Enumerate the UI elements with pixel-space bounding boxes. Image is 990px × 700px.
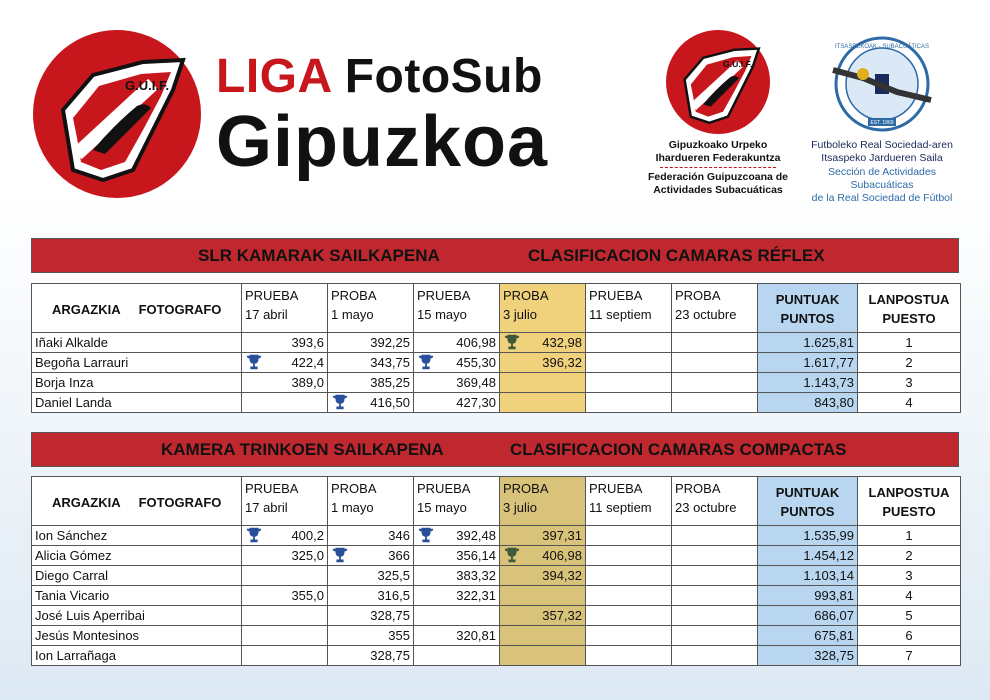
round-score (586, 353, 672, 373)
compact-ranking-table (31, 476, 961, 666)
round-score (586, 526, 672, 546)
round-column-header (328, 477, 414, 526)
score-value: 406,98 (542, 548, 582, 563)
round-date: 15 mayo (417, 500, 467, 515)
score-value: 325,0 (291, 548, 324, 563)
table-row (32, 373, 961, 393)
photographer-name: Diego Carral (32, 566, 242, 586)
round-date: 1 mayo (331, 307, 374, 322)
round-score (500, 646, 586, 666)
round-score (328, 566, 414, 586)
total-points: 675,81 (758, 626, 858, 646)
trophy-icon (331, 546, 349, 564)
round-score (586, 626, 672, 646)
table-row (32, 626, 961, 646)
round-score (672, 566, 758, 586)
score-value: 355,0 (291, 588, 324, 603)
federation-logo (666, 30, 770, 134)
points-column-header (758, 477, 858, 526)
score-value: 392,48 (456, 528, 496, 543)
trophy-icon (417, 526, 435, 544)
ranking-position: 1 (858, 526, 961, 546)
score-value: 369,48 (456, 375, 496, 390)
round-score (414, 606, 500, 626)
real-sociedad-name-es: Sección de Actividades Subacuáticas de la Real Sociedad de Fútbol (811, 166, 953, 204)
round-score (414, 333, 500, 353)
round-date: 23 octubre (675, 307, 737, 322)
round-column-header (586, 477, 672, 526)
round-score (328, 546, 414, 566)
round-score (586, 393, 672, 413)
total-points: 328,75 (758, 646, 858, 666)
round-score (242, 526, 328, 546)
round-score (242, 333, 328, 353)
score-value: 328,75 (370, 648, 410, 663)
round-date: 23 octubre (675, 500, 737, 515)
round-score (414, 566, 500, 586)
round-score (242, 373, 328, 393)
photographer-name: Daniel Landa (32, 393, 242, 413)
score-value: 455,30 (456, 355, 496, 370)
compact-banner (31, 432, 959, 467)
round-score (242, 546, 328, 566)
round-score (242, 393, 328, 413)
trophy-icon (245, 526, 263, 544)
table-row (32, 606, 961, 626)
round-score (672, 586, 758, 606)
round-score (328, 393, 414, 413)
real-sociedad-logo (823, 34, 941, 134)
round-date: 11 septiem (589, 500, 652, 515)
photographer-header-es: FOTOGRAFO (138, 494, 222, 510)
svg-text:G.U.I.F.: G.U.I.F. (722, 59, 753, 70)
score-value: 320,81 (456, 628, 496, 643)
round-column-header (586, 284, 672, 333)
round-score (242, 626, 328, 646)
round-score (328, 353, 414, 373)
round-column-header (414, 284, 500, 333)
header (0, 0, 990, 225)
diver-emblem-icon (823, 34, 941, 134)
round-score (328, 526, 414, 546)
total-points: 1.454,12 (758, 546, 858, 566)
round-score (328, 626, 414, 646)
round-type: PRUEBA (417, 288, 471, 303)
reflex-title-eu: SLR KAMARAK SAILKAPENA (198, 246, 440, 265)
league-title (216, 52, 543, 102)
photographer-name: Begoña Larrauri (32, 353, 242, 373)
round-type: PROBA (675, 288, 721, 303)
round-score (328, 586, 414, 606)
round-type: PROBA (331, 288, 377, 303)
position-header-eu: LANPOSTUA (868, 292, 950, 307)
round-date: 15 mayo (417, 307, 467, 322)
round-score (586, 546, 672, 566)
round-score (672, 626, 758, 646)
round-score (414, 353, 500, 373)
federation-divider (660, 167, 776, 168)
score-value: 383,32 (456, 568, 496, 583)
table-row (32, 393, 961, 413)
round-score (672, 526, 758, 546)
round-score (500, 333, 586, 353)
photographer-column-header (32, 284, 242, 333)
compact-title-eu: KAMERA TRINKOEN SAILKAPENA (161, 440, 444, 459)
round-score (414, 373, 500, 393)
trophy-icon (503, 546, 521, 564)
round-column-header (242, 477, 328, 526)
points-header-es: PUNTOS (780, 311, 835, 326)
svg-text:ITSASPEKOAK - SUBACUÁTICAS: ITSASPEKOAK - SUBACUÁTICAS (834, 44, 930, 50)
score-value: 366 (388, 548, 410, 563)
ranking-position: 3 (858, 373, 961, 393)
round-score (500, 546, 586, 566)
round-score (242, 606, 328, 626)
table-row (32, 353, 961, 373)
score-value: 432,98 (542, 335, 582, 350)
photographer-column-header (32, 477, 242, 526)
round-score (500, 393, 586, 413)
total-points: 1.625,81 (758, 333, 858, 353)
round-score (500, 566, 586, 586)
diver-flag-icon (33, 30, 201, 198)
photographer-header-es: FOTOGRAFO (138, 301, 222, 317)
round-score (586, 646, 672, 666)
score-value: 392,25 (370, 335, 410, 350)
photographer-name: Ion Larrañaga (32, 646, 242, 666)
score-value: 397,31 (542, 528, 582, 543)
round-type: PROBA (503, 288, 549, 303)
round-score (500, 373, 586, 393)
round-score (672, 353, 758, 373)
round-score (328, 646, 414, 666)
total-points: 1.535,99 (758, 526, 858, 546)
round-column-header (672, 284, 758, 333)
round-score (586, 566, 672, 586)
round-score (672, 373, 758, 393)
round-column-header (500, 284, 586, 333)
round-type: PROBA (331, 481, 377, 496)
total-points: 686,07 (758, 606, 858, 626)
league-title-red: LIGA (216, 50, 331, 103)
real-sociedad-name-eu: Futboleko Real Sociedad-aren Itsaspeko Jardueren Saila (811, 139, 953, 164)
position-column-header (858, 477, 961, 526)
ranking-position: 2 (858, 353, 961, 373)
score-value: 346 (388, 528, 410, 543)
table-row (32, 546, 961, 566)
total-points: 1.617,77 (758, 353, 858, 373)
ranking-position: 7 (858, 646, 961, 666)
round-type: PROBA (675, 481, 721, 496)
photographer-header-eu: ARGAZKIA (52, 301, 121, 317)
points-column-header (758, 284, 858, 333)
round-column-header (328, 284, 414, 333)
score-value: 356,14 (456, 548, 496, 563)
header-row (32, 284, 961, 333)
reflex-ranking-table (31, 283, 961, 413)
photographer-name: Jesús Montesinos (32, 626, 242, 646)
round-score (500, 526, 586, 546)
score-value: 427,30 (456, 395, 496, 410)
score-value: 422,4 (291, 355, 324, 370)
round-score (414, 546, 500, 566)
round-date: 3 julio (503, 500, 537, 515)
table-row (32, 526, 961, 546)
round-date: 11 septiem (589, 307, 652, 322)
score-value: 328,75 (370, 608, 410, 623)
ranking-position: 2 (858, 546, 961, 566)
score-value: 400,2 (291, 528, 324, 543)
points-header-eu: PUNTUAK (775, 485, 840, 500)
photographer-name: Ion Sánchez (32, 526, 242, 546)
ranking-position: 3 (858, 566, 961, 586)
table-row (32, 646, 961, 666)
trophy-icon (417, 353, 435, 371)
score-value: 322,31 (456, 588, 496, 603)
round-score (414, 646, 500, 666)
score-value: 389,0 (291, 375, 324, 390)
score-value: 416,50 (370, 395, 410, 410)
score-value: 393,6 (291, 335, 324, 350)
round-date: 17 abril (245, 500, 288, 515)
photographer-name: Borja Inza (32, 373, 242, 393)
reflex-banner (31, 238, 959, 273)
federation-flag-icon (666, 30, 770, 134)
round-score (586, 606, 672, 626)
round-date: 17 abril (245, 307, 288, 322)
round-type: PRUEBA (245, 288, 299, 303)
total-points: 1.143,73 (758, 373, 858, 393)
round-score (242, 646, 328, 666)
round-date: 1 mayo (331, 500, 374, 515)
round-score (500, 606, 586, 626)
reflex-title-es: CLASIFICACION CAMARAS RÉFLEX (528, 246, 825, 265)
round-column-header (242, 284, 328, 333)
ranking-position: 1 (858, 333, 961, 353)
round-score (586, 333, 672, 353)
trophy-icon (503, 333, 521, 351)
points-header-eu: PUNTUAK (775, 292, 840, 307)
table-row (32, 586, 961, 606)
score-value: 396,32 (542, 355, 582, 370)
round-score (586, 586, 672, 606)
position-header-es: PUESTO (882, 504, 936, 519)
position-header-eu: LANPOSTUA (868, 485, 950, 500)
score-value: 394,32 (542, 568, 582, 583)
round-score (242, 353, 328, 373)
svg-text:G.U.I.F.: G.U.I.F. (125, 78, 170, 93)
table-row (32, 333, 961, 353)
guif-logo (33, 30, 201, 198)
round-score (414, 626, 500, 646)
position-column-header (858, 284, 961, 333)
round-type: PRUEBA (245, 481, 299, 496)
round-score (414, 393, 500, 413)
svg-text:EST. 1969: EST. 1969 (870, 120, 894, 126)
trophy-icon (331, 393, 349, 411)
points-header-es: PUNTOS (780, 504, 835, 519)
league-title-black: FotoSub (344, 50, 543, 103)
total-points: 1.103,14 (758, 566, 858, 586)
compact-title-es: CLASIFICACION CAMARAS COMPACTAS (510, 440, 847, 459)
round-type: PRUEBA (589, 481, 643, 496)
round-score (414, 526, 500, 546)
federation-name-es: Federación Guipuzcoana de Actividades Subacuáticas (647, 171, 789, 196)
score-value: 385,25 (370, 375, 410, 390)
round-score (672, 546, 758, 566)
round-date: 3 julio (503, 307, 537, 322)
round-score (242, 586, 328, 606)
round-score (672, 333, 758, 353)
round-score (328, 373, 414, 393)
photographer-header-eu: ARGAZKIA (52, 494, 121, 510)
round-type: PRUEBA (589, 288, 643, 303)
round-type: PROBA (503, 481, 549, 496)
federation-name-eu: Gipuzkoako Urpeko Ihardueren Federakuntza (655, 139, 781, 164)
round-column-header (672, 477, 758, 526)
round-score (328, 606, 414, 626)
round-column-header (414, 477, 500, 526)
ranking-position: 4 (858, 586, 961, 606)
score-value: 406,98 (456, 335, 496, 350)
round-score (242, 566, 328, 586)
round-score (500, 626, 586, 646)
total-points: 843,80 (758, 393, 858, 413)
round-score (414, 586, 500, 606)
table-row (32, 566, 961, 586)
score-value: 343,75 (370, 355, 410, 370)
round-score (328, 333, 414, 353)
total-points: 993,81 (758, 586, 858, 606)
score-value: 325,5 (377, 568, 410, 583)
round-column-header (500, 477, 586, 526)
round-score (672, 393, 758, 413)
round-score (586, 373, 672, 393)
ranking-position: 4 (858, 393, 961, 413)
round-score (500, 586, 586, 606)
round-score (672, 606, 758, 626)
position-header-es: PUESTO (882, 311, 936, 326)
trophy-icon (245, 353, 263, 371)
ranking-position: 6 (858, 626, 961, 646)
score-value: 355 (388, 628, 410, 643)
ranking-position: 5 (858, 606, 961, 626)
photographer-name: Tania Vicario (32, 586, 242, 606)
photographer-name: José Luis Aperribai (32, 606, 242, 626)
score-value: 357,32 (542, 608, 582, 623)
photographer-name: Alicia Gómez (32, 546, 242, 566)
round-score (672, 646, 758, 666)
score-value: 316,5 (377, 588, 410, 603)
photographer-name: Iñaki Alkalde (32, 333, 242, 353)
league-subtitle: Gipuzkoa (216, 102, 549, 182)
header-row (32, 477, 961, 526)
round-score (500, 353, 586, 373)
round-type: PRUEBA (417, 481, 471, 496)
